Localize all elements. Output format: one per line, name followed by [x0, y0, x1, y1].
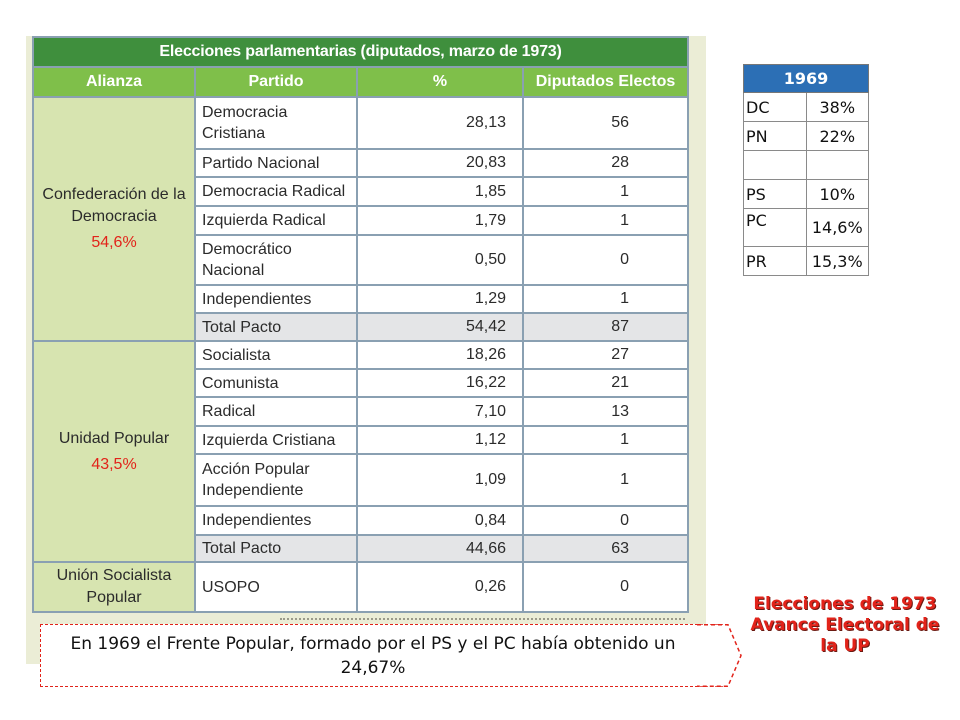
diputados-cell: 13	[523, 397, 688, 426]
table-row	[744, 93, 869, 122]
percent-cell: 1,79	[357, 206, 523, 235]
alianza-cell-cd	[33, 97, 195, 341]
partido-cell: Independientes	[195, 285, 357, 313]
partido-cell: Democrático Nacional	[195, 235, 357, 285]
value-cell: 14,6%	[806, 209, 869, 247]
header-percent: %	[357, 67, 523, 97]
partido-cell: Total Pacto	[195, 535, 357, 562]
partido-cell: Izquierda Cristiana	[195, 426, 357, 454]
partido-cell: Radical	[195, 397, 357, 426]
percent-cell: 1,12	[357, 426, 523, 454]
table-row	[744, 247, 869, 276]
header-alianza: Alianza	[33, 67, 195, 97]
percent-cell: 0,50	[357, 235, 523, 285]
partido-cell: Total Pacto	[195, 313, 357, 341]
percent-cell: 54,42	[357, 313, 523, 341]
party-cell: PC	[744, 209, 807, 247]
diputados-cell: 21	[523, 369, 688, 397]
diputados-cell: 0	[523, 562, 688, 612]
header-partido: Partido	[195, 67, 357, 97]
diputados-cell: 28	[523, 149, 688, 177]
percent-cell: 16,22	[357, 369, 523, 397]
caption-title: Elecciones de 1973 Avance Electoral de la UP	[750, 594, 940, 656]
percent-cell: 44,66	[357, 535, 523, 562]
table-row	[744, 151, 869, 180]
alianza-name: Confederación de la Democracia	[42, 186, 186, 225]
diputados-cell: 27	[523, 341, 688, 369]
value-cell: 38%	[806, 93, 869, 122]
party-cell	[744, 151, 807, 180]
value-cell: 15,3%	[806, 247, 869, 276]
alianza-cell-usopo	[33, 562, 195, 612]
header-diputados: Diputados Electos	[523, 67, 688, 97]
party-cell: PN	[744, 122, 807, 151]
party-cell: PR	[744, 247, 807, 276]
diputados-cell: 0	[523, 506, 688, 535]
table-row	[744, 180, 869, 209]
percent-cell: 28,13	[357, 97, 523, 149]
percent-cell: 0,26	[357, 562, 523, 612]
diputados-cell: 1	[523, 285, 688, 313]
table-row	[744, 209, 869, 247]
diputados-cell: 0	[523, 235, 688, 285]
partido-cell: Democracia Radical	[195, 177, 357, 206]
table-row	[33, 97, 688, 149]
table-row	[33, 562, 688, 612]
diputados-cell: 1	[523, 454, 688, 506]
percent-cell: 7,10	[357, 397, 523, 426]
partido-cell: Independientes	[195, 506, 357, 535]
party-cell: PS	[744, 180, 807, 209]
diputados-cell: 1	[523, 206, 688, 235]
percent-cell: 18,26	[357, 341, 523, 369]
table-row	[744, 122, 869, 151]
callout-text: En 1969 el Frente Popular, formado por el PS y el PC había obtenido un 24,67%	[70, 634, 676, 678]
percent-cell: 1,09	[357, 454, 523, 506]
percent-cell: 1,85	[357, 177, 523, 206]
percent-cell: 0,84	[357, 506, 523, 535]
callout-arrow-icon	[697, 624, 742, 687]
partido-cell: Socialista	[195, 341, 357, 369]
value-cell	[806, 151, 869, 180]
table-title: Elecciones parlamentarias (diputados, marzo de 1973)	[33, 37, 688, 67]
partido-cell: Democracia Cristiana	[195, 97, 357, 149]
party-cell: DC	[744, 93, 807, 122]
partido-cell: Comunista	[195, 369, 357, 397]
value-cell: 22%	[806, 122, 869, 151]
table-1969-title: 1969	[744, 65, 869, 93]
partido-cell: Partido Nacional	[195, 149, 357, 177]
alianza-cell-up	[33, 341, 195, 562]
diputados-cell: 87	[523, 313, 688, 341]
table-row	[33, 341, 688, 369]
percent-cell: 1,29	[357, 285, 523, 313]
alianza-percent: 54,6%	[91, 234, 137, 251]
alianza-name: Unidad Popular	[58, 429, 170, 447]
partido-cell: USOPO	[195, 562, 357, 612]
value-cell: 10%	[806, 180, 869, 209]
partido-cell: Izquierda Radical	[195, 206, 357, 235]
alianza-percent: 43,5%	[91, 455, 137, 473]
diputados-cell: 1	[523, 177, 688, 206]
election-results-table	[32, 36, 689, 613]
percent-cell: 20,83	[357, 149, 523, 177]
alianza-name: Unión Socialista Popular	[56, 567, 172, 606]
diputados-cell: 63	[523, 535, 688, 562]
faded-footnote-line	[280, 618, 685, 622]
diputados-cell: 1	[523, 426, 688, 454]
partido-cell: Acción Popular Independiente	[195, 454, 357, 506]
results-1969-table	[743, 64, 869, 276]
diputados-cell: 56	[523, 97, 688, 149]
